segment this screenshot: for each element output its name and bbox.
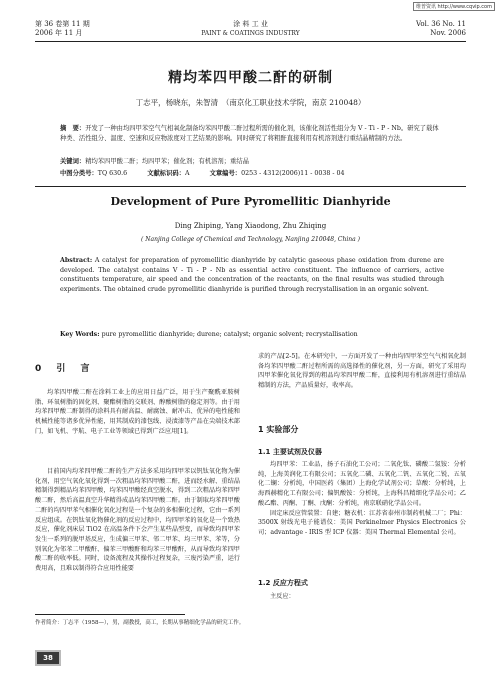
keywords-en-text: pure pyromellitic dianhyride; durene; catalyst; organic solvent; recrystallisation: [101, 331, 358, 338]
running-header-right: [416, 20, 466, 38]
clc-label: 中图分类号：: [60, 170, 98, 177]
abstract-cn-label: 摘 要：: [60, 125, 86, 132]
watermark: 维普资讯 http://www.cqvip.com: [413, 2, 495, 11]
abstract-en: [60, 256, 444, 294]
right-paragraph-1: 求的产品[2-5]。在本研究中，一方面开发了一种由均四甲苯空气气相氧化制备均苯四甲酸二酐过程所需的高选择性的催化剂，另一方面，研究了采用均四甲苯催化氧化得到的粗品均苯四甲酸二酐，直接利用有机溶剂进行重结晶精制的方法，产品质量好，收率高。: [258, 353, 466, 390]
reagents-paragraph: 均四甲苯：工业品，扬子石油化工公司；二氧化钛、磷酸二氢铵：分析纯，上海美润化工有限公司；五氧化二磷、五氧化二钒、五氧化二锐、五氧化二镧：分析纯，中国医药（集团）上海化学试剂公司；草酸：分析纯，上海西赫精化工有限公司；偏钒酸铵：分析纯，上海科昌精细化学品公司；乙酸乙酯、丙酮、丁酮、戊酮：分析纯，南京联硝化学品公司。: [258, 461, 466, 507]
author-footnote: 作者简介：丁志平（1958—），男，副教授，高工，长期从事精细化学品的研究工作。: [35, 620, 245, 626]
keywords-cn-text: 精均苯四甲酸二酐；均四甲苯；催化剂；有机溶剂；重结晶: [85, 158, 249, 165]
keywords-cn-label: 关键词：: [60, 158, 86, 165]
title-en: Development of Pure Pyromellitic Dianhyride: [110, 195, 391, 208]
abstract-cn: [60, 124, 444, 143]
authors-cn: 丁志平，杨晓东，朱智清 （南京化工职业技术学院，南京 210048）: [135, 98, 366, 107]
doc-code-label: 文献标识码：: [147, 170, 185, 177]
date-en: Nov. 2006: [430, 29, 466, 37]
intro-paragraph-1: 均苯四甲酸二酐在涂料工业上的应用日益广泛，用于生产聚酰亚胺树脂、环氧树脂的固化剂、聚酯树脂的交联剂、醇酸树脂的稳定剂等。由于用均苯四甲酸二酐制得的涂料具有耐高温、耐腐蚀、耐冲击、优异的电性能和机械性能等诸多优异性能，用其制成的漆包线、浸渍漆等产品在尖端技术部门，如飞机、宇航、电子工业等领域已得到广泛应用[1]。: [35, 389, 240, 435]
right-paragraph-2: [258, 460, 466, 538]
subsection-1-1-heading: 1.1 主要试剂及仪器: [258, 448, 322, 456]
instruments-paragraph: 固定床反应管装置：自建；糖衣机：江苏省泰州市制药机械二厂；Phi：3500X 射线光电子能谱仪：美国 Perkinelmer Physics Electronics 公司；advantage - IRIS 型 ICP 仪器：美国 Thermal Elemental 公司。: [258, 509, 466, 536]
abstract-en-text: A catalyst for preparation of pyromellitic dianhyride by catalytic gaseous phase oxidation from durene are developed. The catalyst contains V - Ti - P - Nb as essential active constituent. The influence of carriers, active constituents temperature, air speed and the concentration of the reactants, on the final results was studied through experiments. The obtained crude pyromellitic dianhyride is purified through recrystallisation in an organic solvent.: [60, 257, 444, 293]
section-rule: [35, 186, 466, 187]
article-id-value: 0253 - 4312(2006)11 - 0038 - 04: [241, 170, 345, 177]
authors-en: Ding Zhiping, Yang Xiaodong, Zhu Zhiqing: [174, 222, 327, 230]
journal-cn: 涂 料 工 业: [233, 20, 268, 28]
article-id-label: 文章编号：: [209, 170, 242, 177]
intro-paragraph-2: 目前国内均苯四甲酸二酐的生产方法多采用均四甲苯以钒钛氧化物为催化剂，用空气氧化氧化得到一次粗品均苯四甲酸二酐，进而经水解、重结晶精制得到精品均苯四甲酸，均苯四甲酸经真空脱水，得到二次粗品均苯四甲酸二酐，然后高温真空升华精得成品均苯四甲酸二酐。由于制取均苯四甲酸二酐的均四甲苯气相催化氧化过程是一个复杂的多相催化过程，它由一系列反应组成。在钒钛氧化物催化剂的反应过程中，均四甲苯的氧化是一个致热反应，催化剂床层 TiO2 在高温条件下会产生某些晶型变，而导致均四甲苯发生一系列的脱甲基反应，生成偏三甲苯、邻二甲苯、均三甲苯、苯等，分别氧化为邻苯二甲酸酐、偏苯三甲酸酐和均苯三甲酸酐，从而导致均苯四甲酸二酐的收率低。同时，设备流程及其操作过程复杂，三废污染严重，运行费用高，且难以制得符合应用性能要: [35, 468, 240, 573]
keywords-en: [60, 331, 444, 338]
date-cn: 2006 年 11 月: [35, 29, 83, 37]
clc-value: TQ 630.6: [97, 170, 128, 177]
keywords-cn: [60, 157, 444, 167]
keywords-en-label: Key Words:: [60, 331, 100, 338]
main-reaction-label: 主反应：: [270, 593, 295, 600]
page-title: 精均苯四甲酸二酐的研制: [168, 70, 333, 86]
header-rule: [35, 41, 466, 42]
abstract-en-label: Abstract:: [60, 257, 93, 264]
doc-code-value: A: [184, 170, 190, 177]
intro-heading: 0 引 言: [35, 364, 96, 374]
issue-cn: 第 36 卷第 11 期: [35, 20, 90, 28]
classification-cn: [60, 169, 444, 179]
section-1-heading: 1 实验部分: [258, 425, 299, 434]
affiliation-en: ( Nanjing College of Chemical and Technology, Nanjing 210048, China ): [141, 236, 360, 243]
footnote-rule: [35, 614, 185, 615]
journal-en: PAINT & COATINGS INDUSTRY: [201, 30, 300, 37]
abstract-cn-text: 开发了一种由均四甲苯空气气相氧化制备均苯四甲酸二酐过程所需的催化剂，该催化剂活性组分为 V - Ti - P - Nb。研究了载体种类、活性组分、温度、空速和反应物浓度对工艺结果的影响。同时研究了将粗酐直接利用有机溶剂进行重结晶精制的方法。: [60, 125, 439, 142]
subsection-1-2-heading: 1.2 反应方程式: [258, 579, 308, 587]
vol-en: Vol. 36 No. 11: [415, 20, 466, 28]
page-number: 38: [35, 650, 61, 666]
